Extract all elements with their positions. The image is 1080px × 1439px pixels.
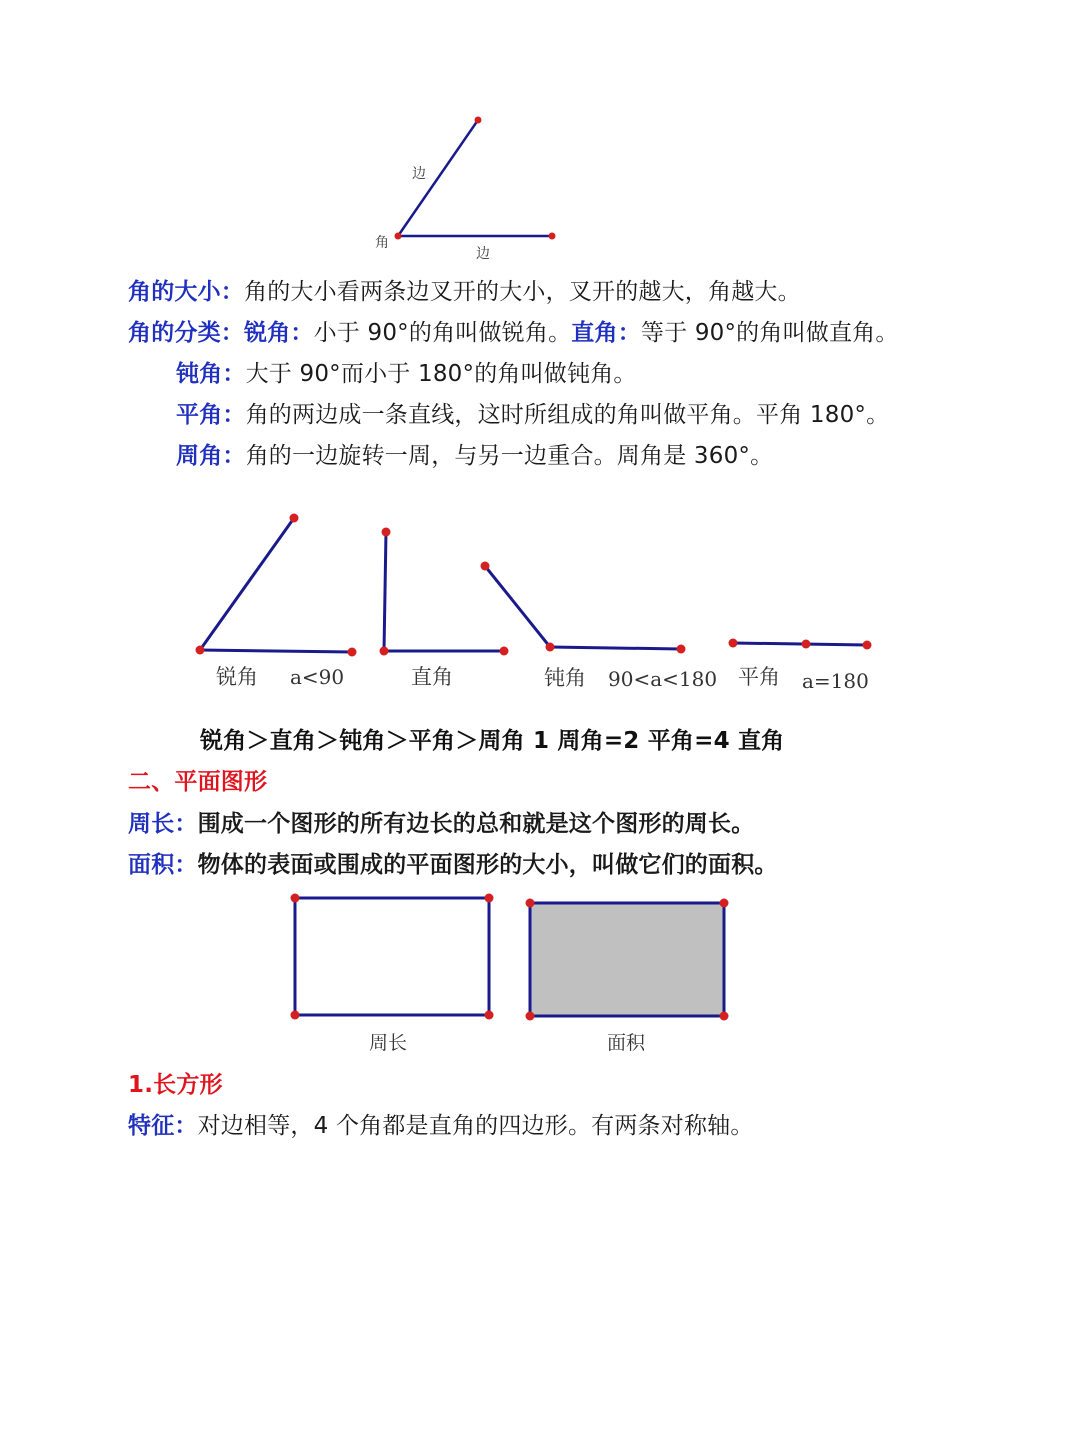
straight-text: 角的两边成一条直线，这时所组成的角叫做平角。平角 180°。 [245, 402, 890, 428]
obtuse-label: 钝角 [544, 666, 586, 690]
perimeter-corner-bl [291, 1011, 300, 1020]
straight-label: 平角 [738, 665, 780, 689]
acute-term: 锐角： [244, 320, 314, 346]
obtuse-term: 钝角： [176, 361, 246, 387]
vertex-label: 角 [375, 235, 389, 251]
side-label-top: 边 [412, 166, 426, 182]
perimeter-corner-br [485, 1011, 494, 1020]
obtuse-text: 大于 90°而小于 180°的角叫做钝角。 [245, 361, 637, 387]
right-label: 直角 [411, 665, 453, 689]
area-corner-tr [720, 899, 729, 908]
right-term: 直角： [571, 320, 641, 346]
rectangle-heading: 1.长方形 [128, 1072, 223, 1098]
area-rectangle [530, 903, 724, 1016]
obtuse-condition: 90<a<180 [608, 667, 718, 691]
straight-condition: a=180 [802, 669, 869, 693]
perimeter-term: 周长： [128, 811, 198, 837]
comparison-line: 锐角＞直角＞钝角＞平角＞周角 1 周角=2 平角=4 直角 [200, 728, 785, 754]
angle-size-term: 角的大小： [128, 279, 244, 305]
acute-label: 锐角 [216, 665, 258, 689]
area-corner-bl [526, 1012, 535, 1021]
perimeter-text: 围成一个图形的所有边长的总和就是这个图形的周长。 [197, 811, 755, 837]
area-term: 面积： [128, 852, 198, 878]
angle-size-text: 角的大小看两条边叉开的大小，叉开的越大，角越大。 [244, 279, 801, 305]
section-two-heading: 二、平面图形 [128, 769, 268, 795]
feature-text: 对边相等，4 个角都是直角的四边形。有两条对称轴。 [197, 1113, 754, 1139]
side-label-bottom: 边 [476, 246, 490, 262]
classification-term: 角的分类： [128, 320, 244, 346]
acute-text: 小于 90°的角叫做锐角。 [313, 320, 572, 346]
area-corner-tl [526, 899, 535, 908]
perimeter-figure-label: 周长 [369, 1032, 408, 1054]
acute-condition: a<90 [290, 665, 345, 689]
rectangle-feature-line [128, 1110, 754, 1142]
perimeter-corner-tr [485, 894, 494, 903]
area-figure-label: 面积 [607, 1032, 646, 1054]
perimeter-rectangle [295, 898, 489, 1015]
feature-term: 特征： [128, 1113, 198, 1139]
full-text: 角的一边旋转一周，与另一边重合。周角是 360°。 [245, 443, 774, 469]
area-corner-br [720, 1012, 729, 1021]
straight-term: 平角： [176, 402, 246, 428]
area-text: 物体的表面或围成的平面图形的大小，叫做它们的面积。 [197, 852, 778, 878]
full-term: 周角： [176, 443, 246, 469]
right-text: 等于 90°的角叫做直角。 [640, 320, 899, 346]
perimeter-corner-tl [291, 894, 300, 903]
